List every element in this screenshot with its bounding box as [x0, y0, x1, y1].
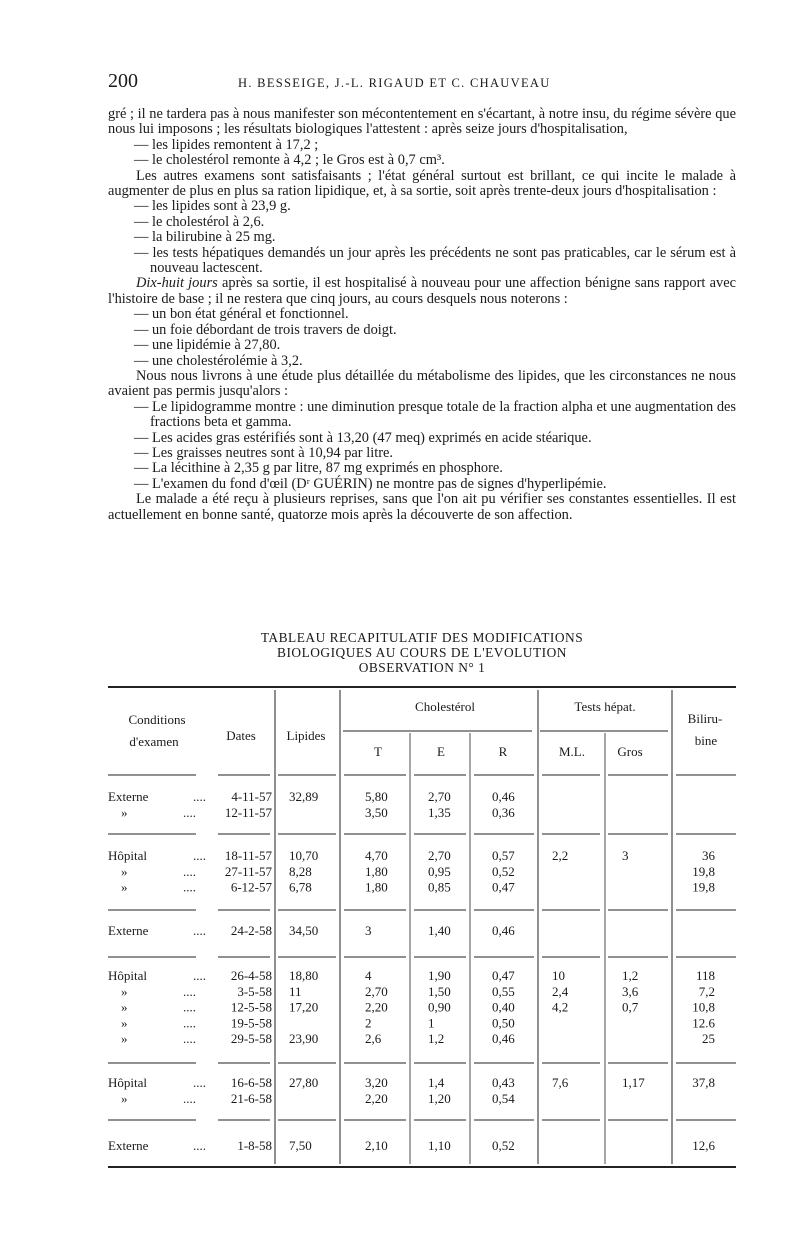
cell-bilirubine: 12,6 — [692, 1138, 715, 1153]
cell-chol-E: 0,90 — [428, 999, 451, 1015]
cell-chol-R: 0,40 — [492, 999, 515, 1015]
cell-bilirubine: 19,8 — [692, 879, 715, 895]
cell-chol-R: 0,46 — [492, 1031, 515, 1047]
cell-tests-Gros: 3 — [622, 848, 629, 863]
cell-date: 24-2-58 — [230, 923, 272, 938]
cell-chol-T: 4,70 — [365, 848, 388, 863]
header-tests: Tests hépat. — [574, 699, 636, 714]
cell-lipides: 23,90 — [289, 1031, 319, 1047]
cell-leader: .... — [193, 968, 206, 983]
paragraph-text: — Le lipidogramme montre : une diminution presque totale de la fraction alpha et une augmentation des fractions beta et gamma. — [134, 398, 736, 431]
cell-date: 26-4-58 — [230, 968, 272, 983]
cell-condition: » — [121, 999, 128, 1015]
cell-condition: » — [121, 1015, 128, 1031]
cell-chol-T: 2,20 — [365, 1090, 388, 1106]
cell-bilirubine: 19,8 — [692, 863, 715, 879]
running-title: H. BESSEIGE, J.-L. RIGAUD ET C. CHAUVEAU — [238, 76, 551, 90]
header-tests-ML: M.L. — [559, 744, 585, 759]
cell-chol-T: 2,20 — [365, 999, 388, 1015]
cell-date: 21-6-58 — [230, 1090, 272, 1106]
table-title-line: BIOLOGIQUES AU COURS DE L'EVOLUTION — [277, 645, 567, 660]
cell-chol-R: 0,46 — [492, 789, 515, 804]
cell-chol-E: 2,70 — [428, 848, 451, 863]
cell-condition: Externe — [108, 1138, 149, 1153]
cell-lipides: 7,50 — [289, 1138, 312, 1153]
cell-date: 3-5-58 — [237, 983, 272, 999]
cell-chol-E: 1,4 — [428, 1075, 445, 1090]
cell-lipides: 10,70 — [289, 848, 319, 863]
cell-chol-E: 1,40 — [428, 923, 451, 938]
cell-lipides: 27,80 — [289, 1075, 319, 1090]
cell-date: 6-12-57 — [230, 879, 272, 895]
cell-leader: .... — [183, 1015, 196, 1031]
header-cholesterol: Cholestérol — [415, 699, 475, 714]
paragraph-text: — La lécithine à 2,35 g par litre, 87 mg exprimés en phosphore. — [134, 460, 503, 477]
emphasis: Dix-huit jours — [136, 275, 218, 292]
cell-chol-E: 1,35 — [428, 804, 451, 820]
header-chol-R: R — [498, 744, 508, 759]
cell-date: 12-5-58 — [230, 999, 272, 1015]
cell-bilirubine: 10,8 — [692, 999, 715, 1015]
paragraph-text: — le cholestérol à 2,6. — [134, 213, 265, 230]
cell-tests-ML: 7,6 — [552, 1075, 569, 1090]
cell-chol-T: 2,10 — [365, 1138, 388, 1153]
cell-chol-R: 0,36 — [492, 804, 515, 820]
cell-date: 19-5-58 — [230, 1015, 272, 1031]
cell-condition: Externe — [108, 789, 149, 804]
cell-condition: Hôpital — [108, 968, 147, 983]
cell-chol-E: 0,95 — [428, 863, 451, 879]
cell-chol-R: 0,52 — [492, 1138, 515, 1153]
cell-chol-E: 1 — [428, 1015, 435, 1031]
cell-chol-R: 0,47 — [492, 879, 515, 895]
cell-condition: Hôpital — [108, 1075, 147, 1090]
paragraph-text: — la bilirubine à 25 mg. — [134, 229, 276, 246]
cell-chol-R: 0,57 — [492, 848, 515, 863]
cell-condition: » — [121, 879, 128, 895]
cell-chol-R: 0,47 — [492, 968, 515, 983]
cell-chol-R: 0,54 — [492, 1090, 515, 1106]
paragraph-text: — L'examen du fond d'œil (Dʳ GUÉRIN) ne montre pas de signes d'hyperlipémie. — [134, 475, 607, 492]
paragraph-text: — les lipides sont à 23,9 g. — [134, 198, 291, 215]
cell-chol-E: 1,2 — [428, 1031, 445, 1047]
cell-leader: .... — [183, 983, 196, 999]
header-bilirubine: bine — [694, 733, 718, 748]
cell-condition: » — [121, 983, 128, 999]
cell-tests-ML: 2,4 — [552, 983, 569, 999]
cell-date: 27-11-57 — [224, 863, 272, 879]
cell-leader: .... — [193, 923, 206, 938]
cell-lipides: 6,78 — [289, 879, 312, 895]
cell-chol-E: 1,20 — [428, 1090, 451, 1106]
table-title-line: TABLEAU RECAPITULATIF DES MODIFICATIONS — [260, 630, 584, 645]
paragraph-text: — Les acides gras estérifiés sont à 13,20 (47 meq) exprimés en acide stéarique. — [134, 429, 592, 446]
cell-lipides: 34,50 — [289, 923, 319, 938]
paragraph-text: — un bon état général et fonctionnel. — [134, 306, 349, 323]
cell-tests-ML: 2,2 — [552, 848, 569, 863]
cell-tests-ML: 4,2 — [552, 999, 569, 1015]
cell-chol-E: 0,85 — [428, 879, 451, 895]
cell-tests-Gros: 1,17 — [622, 1075, 645, 1090]
cell-chol-T: 1,80 — [365, 879, 388, 895]
cell-leader: .... — [193, 1138, 206, 1153]
paragraph-text: — un foie débordant de trois travers de doigt. — [134, 321, 397, 338]
cell-condition: » — [121, 1090, 128, 1106]
header-conditions: d'examen — [129, 734, 179, 749]
table-title-line: OBSERVATION N° 1 — [358, 660, 486, 675]
cell-tests-Gros: 3,6 — [622, 983, 639, 999]
cell-chol-R: 0,52 — [492, 863, 515, 879]
header-conditions: Conditions — [128, 712, 186, 727]
cell-lipides: 8,28 — [289, 863, 312, 879]
paragraph-text: — le cholestérol remonte à 4,2 ; le Gros est à 0,7 cm³. — [134, 152, 445, 169]
page-number: 200 — [108, 70, 138, 92]
cell-condition: Hôpital — [108, 848, 147, 863]
cell-chol-T: 2,6 — [365, 1031, 382, 1047]
cell-chol-T: 3,50 — [365, 804, 388, 820]
cell-chol-E: 2,70 — [428, 789, 451, 804]
cell-tests-ML: 10 — [552, 968, 565, 983]
paragraph-text: — les lipides remontent à 17,2 ; — [134, 136, 319, 153]
cell-chol-R: 0,46 — [492, 923, 515, 938]
cell-leader: .... — [183, 999, 196, 1015]
paragraph-text: — une cholestérolémie à 3,2. — [134, 352, 303, 369]
paragraph-text: — une lipidémie à 27,80. — [134, 337, 281, 354]
cell-lipides: 18,80 — [289, 968, 319, 983]
cell-chol-T: 3,20 — [365, 1075, 388, 1090]
cell-date: 12-11-57 — [224, 804, 272, 820]
cell-condition: » — [121, 804, 128, 820]
cell-bilirubine: 118 — [695, 968, 715, 983]
paragraph-text: après sa sortie, il est hospitalisé à nouveau pour une affection bénigne sans rapport avec l'histoire de base ; il ne restera que cinq jours, au cours desquels nous noterons : — [108, 275, 736, 307]
cell-chol-E: 1,90 — [428, 968, 451, 983]
cell-condition: Externe — [108, 923, 149, 938]
cell-lipides: 32,89 — [289, 789, 319, 804]
cell-bilirubine: 36 — [702, 848, 715, 863]
cell-date: 29-5-58 — [230, 1031, 272, 1047]
header-chol-T: T — [374, 744, 382, 759]
cell-leader: .... — [183, 863, 196, 879]
header-bilirubine: Biliru- — [687, 711, 723, 726]
cell-chol-T: 2,70 — [365, 983, 388, 999]
paragraph-text: Les autres examens sont satisfaisants ; l'état général surtout est brillant, ce qui incite le malade à augmenter de plus en plus sa ration lipidique, et, à sa sortie, soit après trente-deux jours d'hospitalisation : — [108, 167, 736, 200]
paragraph-text: Le malade a été reçu à plusieurs reprises, sans que l'on ait pu vérifier ses constantes essentielles. Il est actuellement en bonne santé, quatorze mois après la découverte de son affection. — [108, 491, 736, 523]
cell-leader: .... — [193, 1075, 206, 1090]
cell-chol-T: 2 — [365, 1015, 372, 1031]
cell-chol-T: 3 — [365, 923, 372, 938]
cell-date: 16-6-58 — [230, 1075, 272, 1090]
cell-lipides: 11 — [289, 983, 302, 999]
cell-leader: .... — [193, 848, 206, 863]
cell-leader: .... — [183, 804, 196, 820]
cell-chol-E: 1,50 — [428, 983, 451, 999]
cell-date: 4-11-57 — [231, 789, 272, 804]
cell-date: 18-11-57 — [224, 848, 272, 863]
cell-chol-R: 0,50 — [492, 1015, 515, 1031]
cell-tests-Gros: 0,7 — [622, 999, 639, 1015]
cell-chol-E: 1,10 — [428, 1138, 451, 1153]
cell-leader: .... — [183, 1090, 196, 1106]
header-chol-E: E — [437, 744, 445, 759]
cell-leader: .... — [183, 1031, 196, 1047]
cell-bilirubine: 37,8 — [692, 1075, 715, 1090]
cell-chol-R: 0,55 — [492, 983, 515, 999]
cell-chol-T: 1,80 — [365, 863, 388, 879]
header-dates: Dates — [226, 728, 256, 743]
cell-bilirubine: 12.6 — [692, 1015, 715, 1031]
cell-bilirubine: 25 — [702, 1031, 715, 1047]
cell-date: 1-8-58 — [237, 1138, 272, 1153]
cell-chol-T: 4 — [365, 968, 372, 983]
cell-tests-Gros: 1,2 — [622, 968, 639, 983]
cell-chol-T: 5,80 — [365, 789, 388, 804]
cell-condition: » — [121, 863, 128, 879]
paragraph-text: — les tests hépatiques demandés un jour après les précédents ne sont pas praticables, car le sérum est à nouveau lactescent. — [134, 244, 736, 277]
cell-bilirubine: 7,2 — [698, 983, 715, 999]
paragraph-text: Nous nous livrons à une étude plus détaillée du métabolisme des lipides, que les circonstances ne nous avaient pas permis jusqu'alors : — [108, 367, 736, 400]
cell-leader: .... — [183, 879, 196, 895]
cell-condition: » — [121, 1031, 128, 1047]
cell-lipides: 17,20 — [289, 999, 319, 1015]
paragraph-text: gré ; il ne tardera pas à nous manifester son mécontentement en s'écartant, à notre insu, du régime sévère que nous lui imposons ; les résultats biologiques l'attestent : après seize jours d'hospitalisation, — [108, 106, 736, 138]
header-tests-Gros: Gros — [617, 744, 643, 759]
cell-chol-R: 0,43 — [492, 1075, 515, 1090]
cell-leader: .... — [193, 789, 206, 804]
header-lipides: Lipides — [286, 728, 326, 743]
paragraph-text: — Les graisses neutres sont à 10,94 par litre. — [134, 444, 393, 461]
